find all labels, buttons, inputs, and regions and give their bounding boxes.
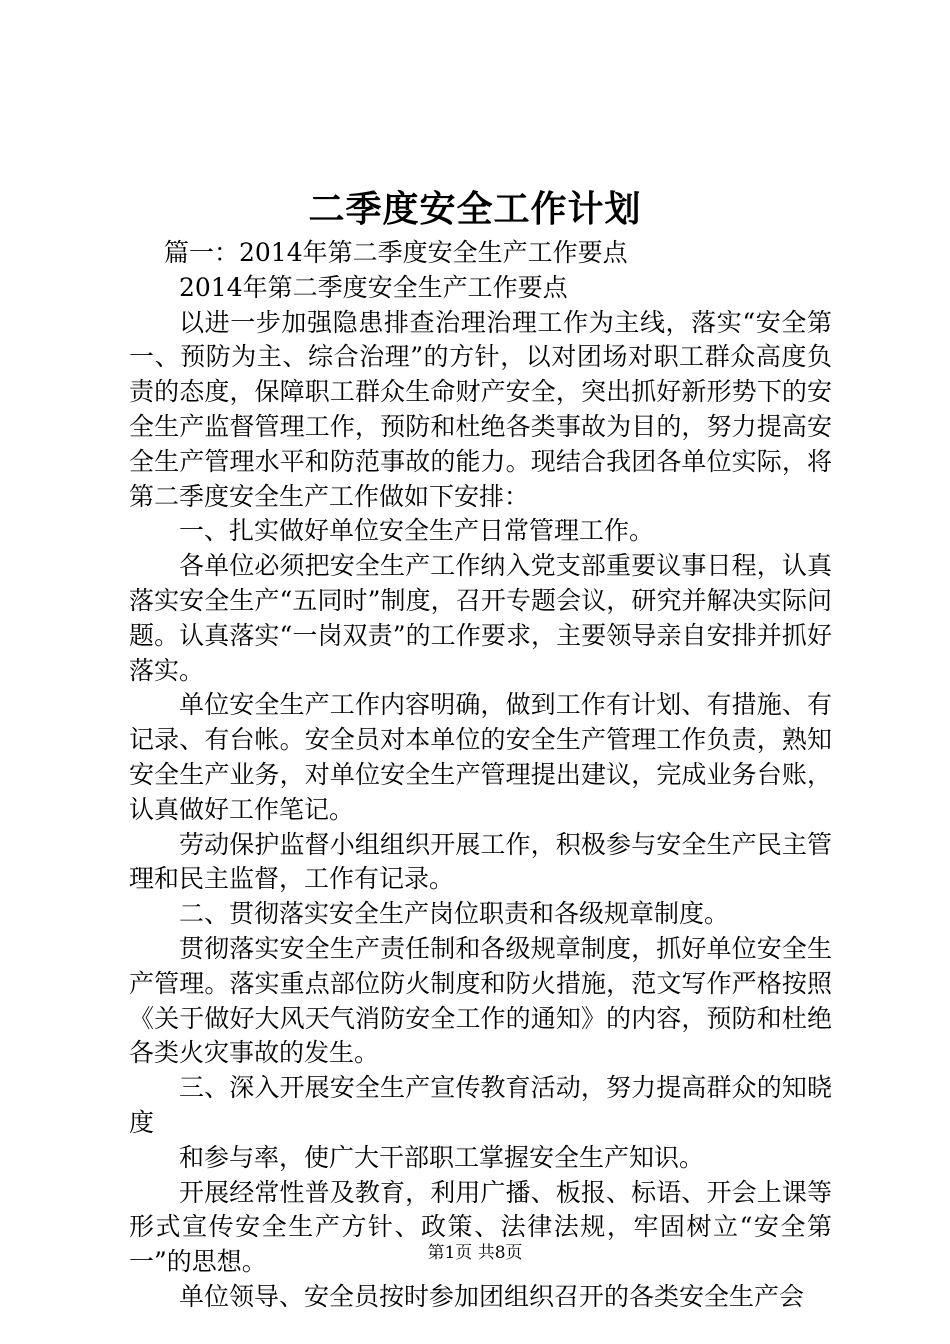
item-heading: 二、贯彻落实安全生产岗位职责和各级规章制度。 [179,899,730,929]
subheading: 2014年第二季度安全生产工作要点 [179,272,568,302]
paragraph: 单位安全生产工作内容明确，做到工作有计划、有措施、有记录、有台帐。安全员对本单位的安全生产管理工作负责，熟知安全生产业务，对单位安全生产管理提出建议，完成业务台账，认真做好工作笔记。 [129,690,832,824]
document-body [129,236,832,1315]
item-heading: 一、扎实做好单位安全生产日常管理工作。 [179,516,655,546]
paragraph: 以进一步加强隐患排查治理治理工作为主线，落实“安全第一、预防为主、综合治理”的方针，以对团场对职工群众高度负责的态度，保障职工群众生命财产安全，突出抓好新形势下的安全生产监督管理工作，预防和杜绝各类事故为目的，努力提高安全生产管理水平和防范事故的能力。现结合我团各单位实际，将第二季度安全生产工作做如下安排： [129,307,832,511]
paragraph: 劳动保护监督小组组织开展工作，积极参与安全生产民主管理和民主监督，工作有记录。 [129,829,832,894]
document-title: 二季度安全工作计划 [308,188,642,230]
section-heading: 篇一：2014年第二季度安全生产工作要点 [164,238,628,267]
item-heading: 三、深入开展安全生产宣传教育活动，努力提高群众的知晓度 [129,1073,832,1137]
paragraph: 单位领导、安全员按时参加团组织召开的各类安全生产会 [179,1281,805,1311]
paragraph: 贯彻落实安全生产责任制和各级规章制度，抓好单位安全生产管理。落实重点部位防火制度和防火措施，范文写作严格按照《关于做好大风天气消防安全工作的通知》的内容，预防和杜绝各类火灾事故的发生。 [129,933,832,1068]
page-footer: 第1页 共8页 [427,1243,523,1263]
paragraph: 开展经常性普及教育，利用广播、板报、标语、开会上课等形式宣传安全生产方针、政策、法律法规，牢固树立“安全第一”的思想。 [129,1177,832,1277]
paragraph: 和参与率，使广大干部职工掌握安全生产知识。 [179,1142,705,1172]
paragraph: 各单位必须把安全生产工作纳入党支部重要议事日程，认真落实安全生产“五同时”制度，召开专题会议，研究并解决实际问题。认真落实“一岗双责”的工作要求，主要领导亲自安排并抓好落实。 [129,551,832,685]
